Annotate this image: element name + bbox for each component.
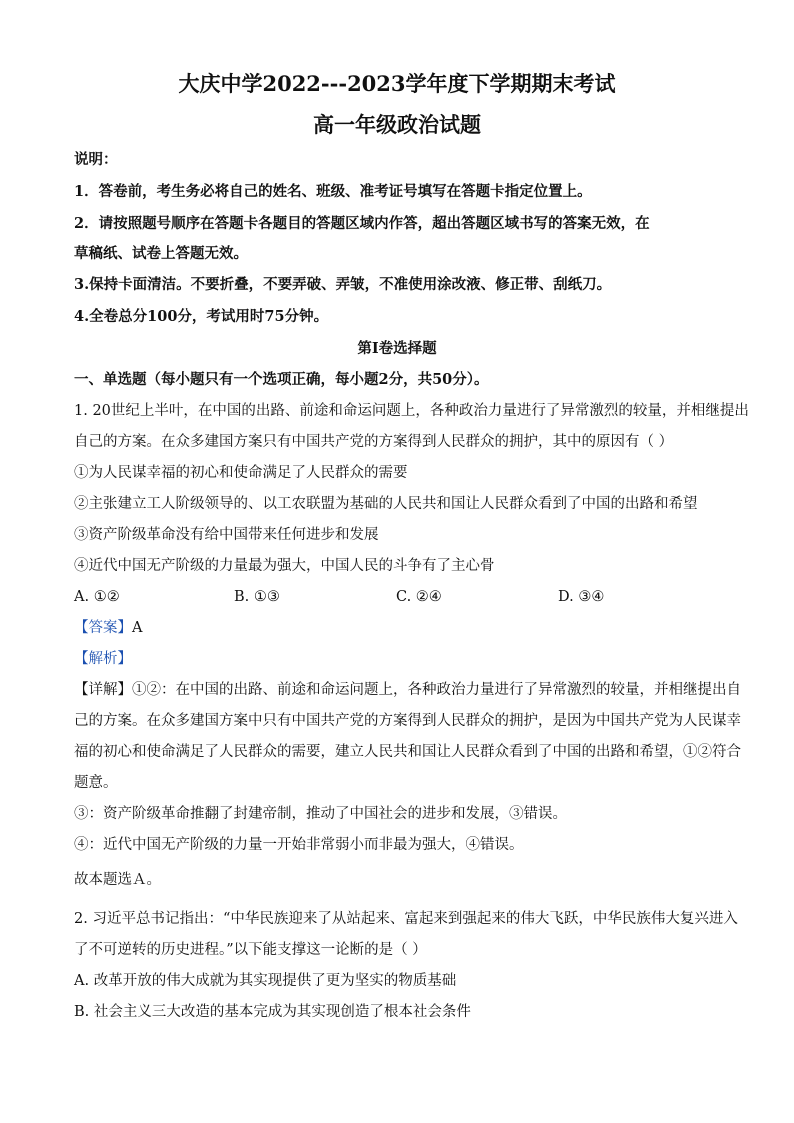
question-2-option-a: A. 改革开放的伟大成就为其实现提供了更为坚实的物质基础: [74, 973, 457, 989]
exam-title: 大庆中学2022---2023学年度下学期期末考试: [178, 71, 616, 96]
instruction-item: 1．答卷前，考生务必将自己的姓名、班级、准考证号填写在答题卡指定位置上。: [74, 183, 592, 200]
part-heading: 一、单选题（每小题只有一个选项正确，每小题2分，共50分）。: [74, 371, 489, 388]
instruction-item: 草稿纸、试卷上答题无效。: [74, 245, 248, 262]
question-2-stem: 2. 习近平总书记指出：“中华民族迎来了从站起来、富起来到强起来的伟大飞跃，中华民族伟大复兴进入: [74, 911, 738, 927]
instructions-heading: 说明：: [74, 151, 118, 168]
question-1-statement: ②主张建立工人阶级领导的、以工农联盟为基础的人民共和国让人民群众看到了中国的出路和希望: [74, 496, 698, 512]
instruction-item: 4.全卷总分100分，考试用时75分钟。: [74, 308, 329, 325]
analysis-tag: 【解析】: [74, 651, 132, 667]
question-2-stem: 了不可逆转的历史进程。”以下能支撑这一论断的是（ ）: [74, 942, 427, 958]
detail-conclusion: 故本题选Ａ。: [74, 872, 161, 888]
question-1-option-d: D. ③④: [558, 589, 605, 605]
exam-subtitle: 高一年级政治试题: [313, 112, 481, 137]
question-1-statement: ④近代中国无产阶级的力量最为强大，中国人民的斗争有了主心骨: [74, 558, 495, 574]
question-1-option-b: B. ①③: [234, 589, 280, 605]
answer-value: A: [132, 620, 143, 636]
detail-text: 己的方案。在众多建国方案中只有中国共产党的方案得到人民群众的拥护，是因为中国共产党为人民谋幸: [74, 713, 741, 729]
question-1-statement: ①为人民谋幸福的初心和使命满足了人民群众的需要: [74, 465, 408, 481]
question-2-option-b: B. 社会主义三大改造的基本完成为其实现创造了根本社会条件: [74, 1004, 471, 1020]
detail-text: 题意。: [74, 775, 118, 791]
answer-line: [74, 618, 142, 638]
detail-line: [74, 680, 741, 700]
question-1-option-c: C. ②④: [396, 589, 442, 605]
instruction-item: 3.保持卡面清洁。不要折叠，不要弄破、弄皱，不准使用涂改液、修正带、刮纸刀。: [74, 276, 612, 293]
question-1-stem: 1. 20世纪上半叶，在中国的出路、前途和命运问题上，各种政治力量进行了异常激烈的较量，并相继提出: [74, 403, 749, 419]
question-1-option-a: A. ①②: [74, 589, 120, 605]
detail-text: ④：近代中国无产阶级的力量一开始非常弱小而非最为强大，④错误。: [74, 837, 524, 853]
question-1-statement: ③资产阶级革命没有给中国带来任何进步和发展: [74, 527, 379, 543]
instruction-item: 2．请按照题号顺序在答题卡各题目的答题区域内作答，超出答题区域书写的答案无效，在: [74, 215, 650, 232]
answer-tag: 【答案】: [74, 620, 132, 636]
section-title: 第Ⅰ卷选择题: [357, 340, 437, 357]
detail-tag: 【详解】: [74, 682, 132, 698]
detail-text: ③：资产阶级革命推翻了封建帝制，推动了中国社会的进步和发展，③错误。: [74, 806, 567, 822]
question-1-stem: 自己的方案。在众多建国方案只有中国共产党的方案得到人民群众的拥护，其中的原因有（ ）: [74, 434, 674, 450]
detail-text: 福的初心和使命满足了人民群众的需要，建立人民共和国让人民群众看到了中国的出路和希望，①②符合: [74, 744, 741, 760]
detail-text: ①②：在中国的出路、前途和命运问题上，各种政治力量进行了异常激烈的较量，并相继提出自: [132, 682, 741, 698]
